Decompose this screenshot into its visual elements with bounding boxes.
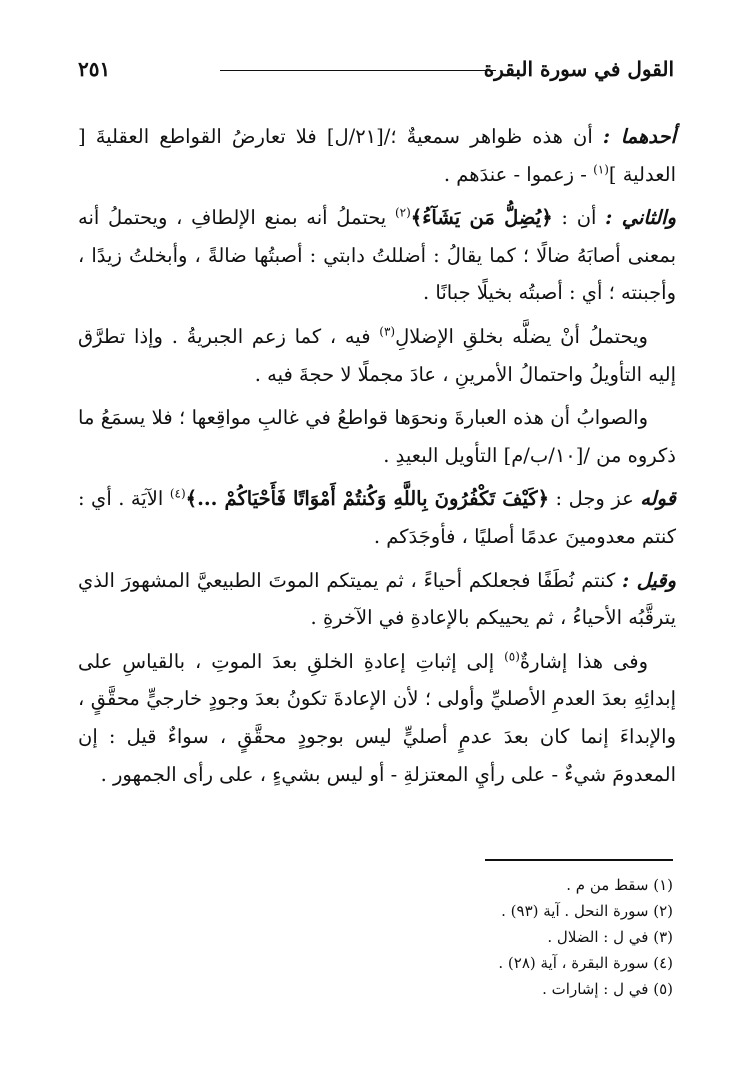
- paragraph-text: يحتملُ أنه بمنع الإلطافِ ، ويحتملُ أنه بمعنى أصابَهُ ضالًا ؛ كما يقالُ : أضللتُ دابتي : أصبتُها ضالةً ، وأبخلتُ زيدًا ، وأجبنته ؛ أي : أصبتُه بخيلًا جبانًا .: [78, 206, 676, 305]
- header-rule: [220, 70, 496, 71]
- paragraph-text: عز وجل :: [549, 487, 641, 511]
- footnote-ref: (٥): [504, 649, 520, 664]
- quran-quote: ﴿يُضِلُّ مَن يَشَآءُ﴾: [410, 206, 553, 230]
- footnote-item: (٥) في ل : إشارات .: [542, 980, 673, 998]
- footnote-item: (٢) سورة النحل . آية (٩٣) .: [501, 902, 673, 920]
- paragraph-lead: وقيل :: [622, 568, 676, 592]
- footnote-separator: [485, 859, 673, 861]
- paragraph-text: والصوابُ أن هذه العبارةَ ونحوَها قواطعُ في غالبِ مواقِعها ؛ فلا يسمَعُ ما ذكروه من /[١٠/ب/م] التأويل البعيدِ .: [78, 406, 676, 467]
- footnote-item: (١) سقط من م .: [566, 876, 673, 894]
- paragraph-sixth: [78, 562, 676, 637]
- paragraph-text: أن هذه ظواهر سمعيةٌ ؛/[٢١/ل] فلا تعارضُ القواطع العقليةَ [ العدلية ]: [78, 125, 676, 186]
- paragraph-text: الآيَة . أي : كنتم معدومينَ عدمًا أصليًا ، فأوجَدَكم .: [78, 487, 676, 548]
- paragraph-fifth: [78, 480, 676, 555]
- paragraph-lead: والثاني :: [605, 206, 676, 230]
- paragraph-text: إلى إثباتِ إعادةِ الخلقِ بعدَ الموتِ ، بالقياسِ على إبدائِهِ بعدَ العدمِ الأصليِّ وأولى ؛ لأن الإعادةَ تكونُ بعدَ وجودٍ خارجيٍّ محقَّقٍ ، والإبداءَ إنما كان بعدَ عدمٍ أصليٍّ ليس بوجودٍ محقَّقٍ ، سواءٌ قيل : إن المعدومَ شيءٌ - على رأيِ المعتزلةِ - أو ليس بشيءٍ ، على رأى الجمهور .: [78, 649, 676, 786]
- footnote-ref: (٤): [169, 486, 186, 501]
- main-text: [78, 118, 676, 799]
- page-header: [78, 52, 674, 88]
- paragraph-second: [78, 199, 676, 312]
- paragraph-text: كنتم نُطَفًا فجعلكم أحياءً ، ثم يميتكم الموتَ الطبيعيَّ المشهورَ الذي يترقَّبُه الأحياءُ ، ثم يحييكم بالإعادةِ في الآخرةِ .: [78, 568, 676, 630]
- paragraph-text: - زعموا - عندَهم .: [443, 162, 594, 186]
- paragraph-first: [78, 118, 676, 193]
- footnote-ref: (٣): [379, 324, 396, 339]
- paragraph-third: [78, 318, 676, 393]
- paragraph-lead: قوله: [640, 487, 676, 511]
- footnote-item: (٣) في ل : الضلال .: [547, 928, 673, 946]
- paragraph-text: ويحتملُ أنْ يضلَّه بخلقِ الإضلالِ: [395, 324, 648, 348]
- page-number: ٢٥١: [78, 57, 111, 81]
- footnote-ref: (١): [593, 162, 609, 177]
- paragraph-text: فيه ، كما زعم الجبريةُ . وإذا تطرَّق إليه التأويلُ واحتمالُ الأمرينِ ، عادَ مجملًا لا حجةَ فيه .: [78, 324, 676, 386]
- paragraph-text: وفى هذا إشارةٌ: [519, 649, 649, 673]
- quran-quote: ﴿كَيْفَ تَكْفُرُونَ بِاللَّهِ وَكُنتُمْ أَمْوَاتًا فَأَحْيَاكُمْ ...﴾: [185, 487, 550, 511]
- paragraph-fourth: [78, 399, 676, 474]
- paragraph-seventh: [78, 643, 676, 793]
- paragraph-lead: أحدهما :: [602, 125, 676, 148]
- footnote-item: (٤) سورة البقرة ، آية (٢٨) .: [498, 954, 673, 972]
- footnote-ref: (٢): [394, 205, 411, 220]
- paragraph-text: أن :: [552, 206, 606, 230]
- footnotes: [253, 872, 673, 1002]
- running-title: القول في سورة البقرة: [483, 57, 674, 81]
